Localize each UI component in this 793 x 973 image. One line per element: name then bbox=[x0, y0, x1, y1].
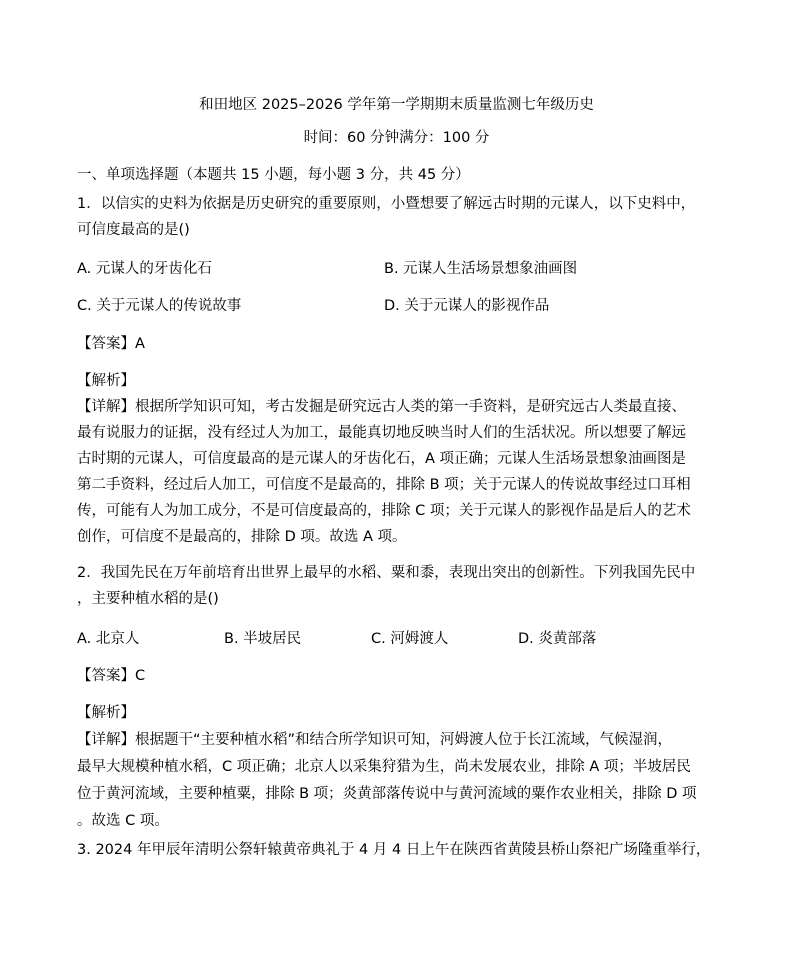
q2-stem-line1: 2．我国先民在万年前培育出世界上最早的水稻、粟和黍，表现出突出的创新性。下列我国先民中 bbox=[77, 565, 696, 581]
q1-stem-line2: 可信度最高的是() bbox=[77, 222, 190, 238]
exam-info: 时间：60 分钟满分：100 分 bbox=[303, 130, 490, 146]
q2-detail-line: 【详解】根据题干“主要种植水稻”和结合所学知识可知，河姆渡人位于长江流域，气候湿润， bbox=[77, 732, 673, 748]
q2-answer: 【答案】C bbox=[77, 668, 146, 684]
q1-answer: 【答案】A bbox=[77, 336, 145, 352]
q1-analysis-label: 【解析】 bbox=[77, 373, 135, 389]
q3-stem-line1: 3. 2024 年甲辰年清明公祭轩辕黄帝典礼于 4 月 4 日上午在陕西省黄陵县桥山祭祀广场隆重举行， bbox=[77, 842, 711, 858]
section-heading: 一、单项选择题（本题共 15 小题，每小题 3 分，共 45 分） bbox=[77, 167, 470, 183]
q1-option-b: B. 元谋人生活场景想象油画图 bbox=[384, 261, 578, 277]
q2-detail-line: 位于黄河流域，主要种植粟，排除 B 项；炎黄部落传说中与黄河流域的粟作农业相关，排除 D 项 bbox=[77, 786, 697, 802]
page-title: 和田地区 2025–2026 学年第一学期期末质量监测七年级历史 bbox=[199, 97, 594, 113]
q1-detail-line: 最有说服力的证据，没有经过人为加工，最能真切地反映当时人们的生活状况。所以想要了解远 bbox=[77, 425, 686, 441]
q2-detail-line: 。故选 C 项。 bbox=[77, 813, 169, 829]
q2-analysis-label: 【解析】 bbox=[77, 705, 135, 721]
q2-stem-line2: ，主要种植水稻的是() bbox=[77, 591, 219, 607]
q1-detail-line: 创作，可信度不是最高的，排除 D 项。故选 A 项。 bbox=[77, 529, 407, 545]
q2-option-c: C. 河姆渡人 bbox=[371, 631, 449, 647]
q1-option-a: A. 元谋人的牙齿化石 bbox=[77, 261, 212, 277]
q1-detail-line: 传，可能有人为加工成分，不是可信度最高的，排除 C 项；关于元谋人的影视作品是后人的艺术 bbox=[77, 503, 691, 519]
q1-option-d: D. 关于元谋人的影视作品 bbox=[384, 298, 550, 314]
q1-detail-line: 古时期的元谋人，可信度最高的是元谋人的牙齿化石，A 项正确；元谋人生活场景想象油画图是 bbox=[77, 451, 687, 467]
q1-detail-line: 【详解】根据所学知识可知，考古发掘是研究远古人类的第一手资料，是研究远古人类最直接、 bbox=[77, 399, 686, 415]
q1-stem-line1: 1．以信实的史料为依据是历史研究的重要原则，小暨想要了解远古时期的元谋人，以下史料中， bbox=[77, 196, 696, 212]
q2-option-b: B. 半坡居民 bbox=[224, 631, 302, 647]
q2-option-a: A. 北京人 bbox=[77, 631, 140, 647]
q1-option-c: C. 关于元谋人的传说故事 bbox=[77, 298, 242, 314]
q2-option-d: D. 炎黄部落 bbox=[518, 631, 597, 647]
q2-detail-line: 最早大规模种植水稻，C 项正确；北京人以采集狩猎为生，尚未发展农业，排除 A 项；半坡居民 bbox=[77, 759, 691, 775]
q1-detail-line: 第二手资料，经过后人加工，可信度不是最高的，排除 B 项；关于元谋人的传说故事经过口耳相 bbox=[77, 477, 691, 493]
